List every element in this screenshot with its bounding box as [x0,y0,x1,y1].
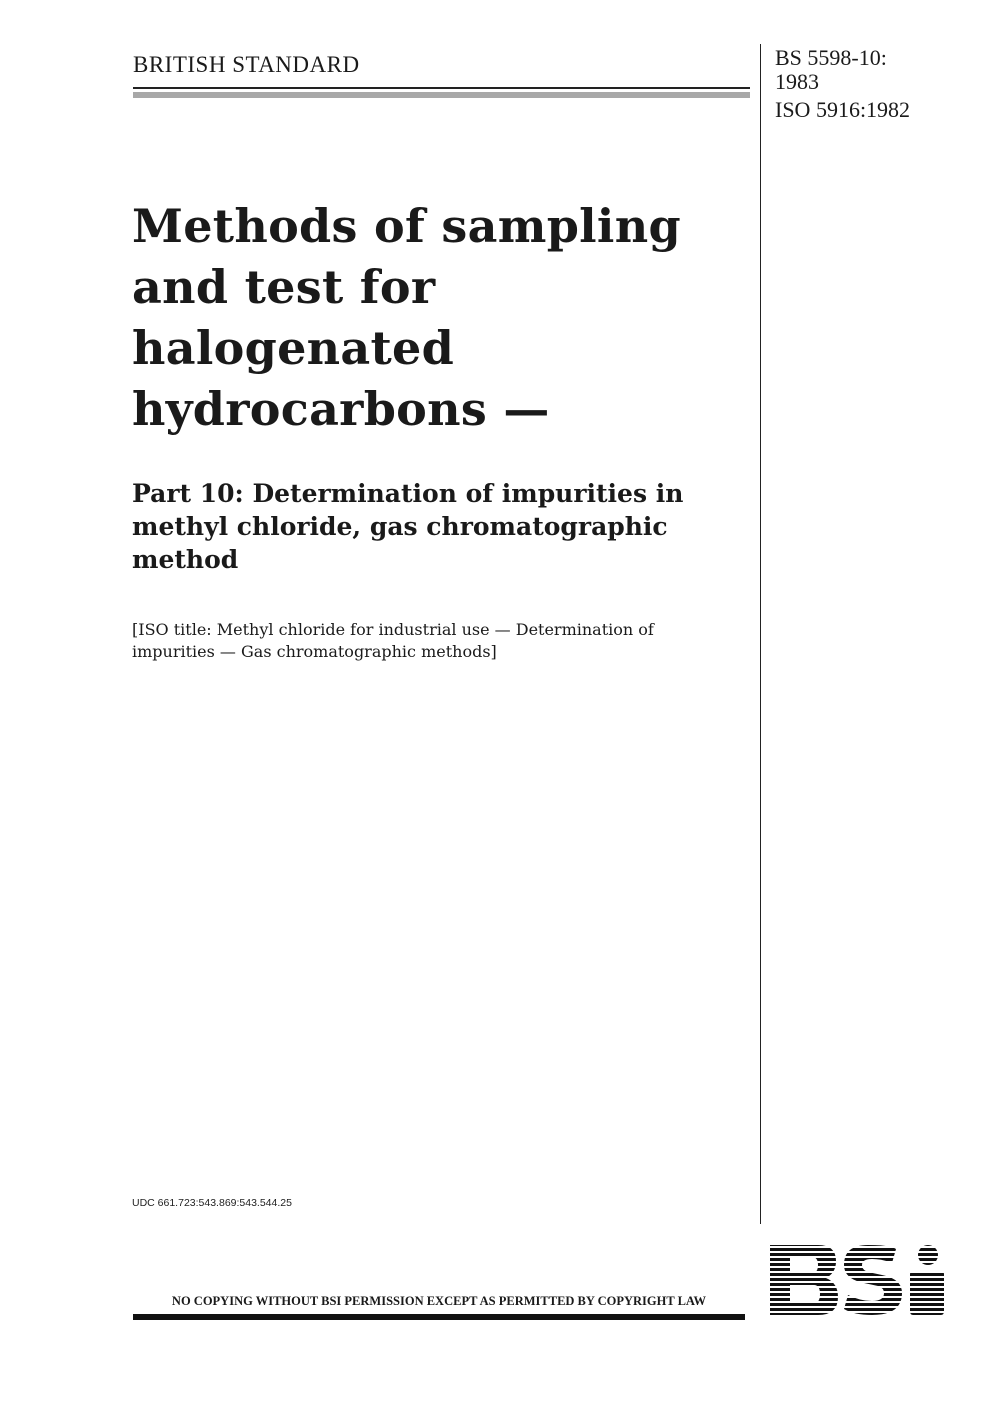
title-line: halogenated [132,321,455,375]
copyright-notice: NO COPYING WITHOUT BSI PERMISSION EXCEPT AS PERMITTED BY COPYRIGHT LAW [171,1294,707,1308]
title-line: hydrocarbons — [132,382,550,436]
standard-number: BS 5598-10: [775,45,887,70]
column-divider [760,44,761,1224]
footer-rule [133,1314,745,1320]
document-title [132,196,732,440]
title-line: Methods of sampling [132,199,681,253]
series-label: BRITISH STANDARD [133,52,360,77]
bsi-logo [768,1243,945,1317]
iso-title [132,619,752,663]
part-title-line: methyl chloride, gas chromatographic [132,512,668,541]
part-title [132,477,752,576]
iso-number: ISO 5916:1982 [775,97,911,122]
title-line: and test for [132,260,436,314]
part-title-line: Part 10: Determination of impurities in [132,479,684,508]
part-title-line: method [132,545,239,574]
iso-title-line: impurities — Gas chromatographic methods] [132,642,497,661]
header-rule-thin [133,87,750,89]
iso-title-line: [ISO title: Methyl chloride for industrial use — Determination of [132,620,654,639]
standard-year: 1983 [775,69,819,94]
header-rule-thick [133,92,750,98]
udc-classification: UDC 661.723:543.869:543.544.25 [132,1197,292,1209]
standard-numbers [775,46,910,122]
